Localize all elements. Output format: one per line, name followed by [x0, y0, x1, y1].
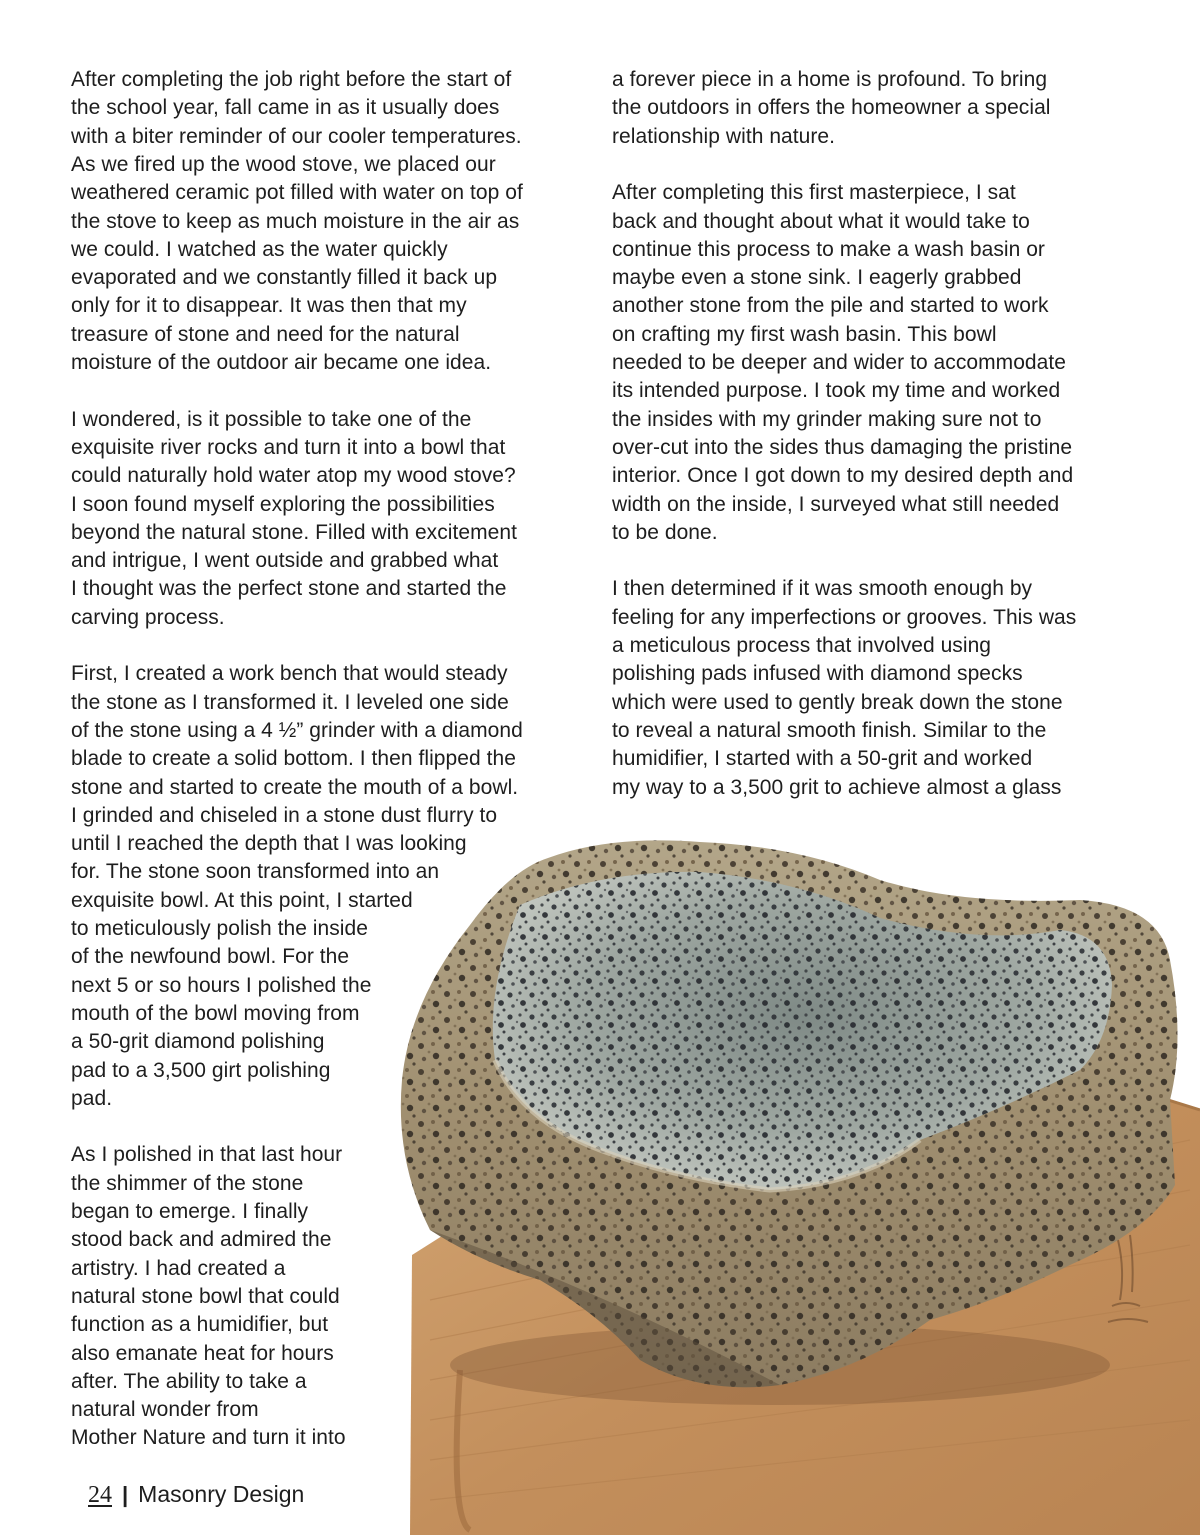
text-line: the stove to keep as much moisture in the air as	[71, 209, 520, 233]
text-line: the outdoors in offers the homeowner a special	[612, 96, 1051, 120]
text-line: evaporated and we constantly filled it back up	[71, 266, 498, 290]
text-line: stone and started to create the mouth of a bowl.	[71, 775, 519, 799]
text-line: blade to create a solid bottom. I then flipped the	[71, 747, 516, 771]
text-line: exquisite river rocks and turn it into a bowl that	[71, 435, 506, 459]
text-line: a 50-grit diamond polishing	[71, 1030, 325, 1054]
text-line: artistry. I had created a	[71, 1256, 286, 1280]
text-line: I soon found myself exploring the possibilities	[71, 492, 495, 516]
text-line: the shimmer of the stone	[71, 1171, 304, 1195]
text-line: humidifier, I started with a 50-grit and worked	[612, 747, 1033, 771]
text-line: polishing pads infused with diamond specks	[612, 662, 1023, 686]
text-line: moisture of the outdoor air became one idea.	[71, 351, 492, 374]
text-line: beyond the natural stone. Filled with excitement	[71, 520, 517, 544]
text-line: As I polished in that last hour	[71, 1143, 343, 1167]
text-line: to meticulously polish the inside	[71, 917, 368, 940]
text-line: began to emerge. I finally	[71, 1200, 309, 1223]
text-line: After completing the job right before the start of	[71, 68, 512, 91]
page-footer	[88, 1481, 304, 1515]
text-line: another stone from the pile and started to work	[612, 294, 1049, 318]
footer-separator: |	[122, 1482, 129, 1507]
text-line: and intrigue, I went outside and grabbed what	[71, 549, 499, 573]
text-line: I grinded and chiseled in a stone dust flurry to	[71, 803, 498, 827]
text-line: of the stone using a 4 ½” grinder with a diamond	[71, 718, 523, 742]
text-line: After completing this first masterpiece, I sat	[612, 181, 1016, 205]
text-line: to be done.	[612, 520, 718, 544]
text-line: natural stone bowl that could	[71, 1284, 340, 1308]
text-line: relationship with nature.	[612, 124, 836, 148]
text-line: for. The stone soon transformed into an	[71, 860, 440, 884]
text-line: width on the inside, I surveyed what still needed	[612, 492, 1060, 516]
text-line: its intended purpose. I took my time and worked	[612, 379, 1061, 403]
text-line: also emanate heat for hours	[71, 1341, 334, 1365]
text-line: maybe even a stone sink. I eagerly grabbed	[612, 266, 1022, 290]
text-line: interior. Once I got down to my desired depth and	[612, 464, 1074, 488]
text-line: with a biter reminder of our cooler temperatures.	[71, 124, 522, 148]
text-line: I then determined if it was smooth enough by	[612, 577, 1033, 601]
text-line: I wondered, is it possible to take one of the	[71, 407, 472, 431]
text-line: my way to a 3,500 grit to achieve almost a glass	[612, 775, 1062, 799]
text-line: carving process.	[71, 605, 225, 629]
text-line: on crafting my first wash basin. This bowl	[612, 322, 997, 346]
text-line: we could. I watched as the water quickly	[71, 237, 448, 261]
text-line: As we fired up the wood stove, we placed our	[71, 152, 496, 176]
text-line: pad to a 3,500 girt polishing	[71, 1058, 331, 1082]
text-line: next 5 or so hours I polished the	[71, 973, 372, 997]
text-line: after. The ability to take a	[71, 1369, 307, 1393]
text-line: needed to be deeper and wider to accommodate	[612, 351, 1067, 374]
text-line: which were used to gently break down the stone	[612, 690, 1063, 714]
text-line: First, I created a work bench that would steady	[71, 662, 508, 686]
text-line: Mother Nature and turn it into	[71, 1426, 346, 1450]
publication-name: Masonry Design	[138, 1481, 305, 1507]
text-line: continue this process to make a wash basin or	[612, 237, 1045, 261]
text-line: treasure of stone and need for the natural	[71, 322, 460, 346]
text-line: a forever piece in a home is profound. To bring	[612, 68, 1048, 91]
text-line: to reveal a natural smooth finish. Similar to the	[612, 718, 1047, 742]
text-line: stood back and admired the	[71, 1228, 332, 1252]
text-line: until I reached the depth that I was looking	[71, 832, 467, 856]
text-line: natural wonder from	[71, 1398, 259, 1422]
text-line: pad.	[71, 1086, 113, 1110]
text-line: back and thought about what it would take to	[612, 209, 1030, 233]
text-line: of the newfound bowl. For the	[71, 945, 350, 969]
text-line: I thought was the perfect stone and started the	[71, 577, 507, 601]
page-number: 24	[88, 1482, 112, 1508]
text-line: weathered ceramic pot filled with water on top of	[71, 181, 523, 205]
text-line: could naturally hold water atop my wood stove?	[71, 464, 516, 488]
text-line: a meticulous process that involved using	[612, 634, 992, 657]
text-line: feeling for any imperfections or grooves. This was	[612, 605, 1077, 629]
text-line: the stone as I transformed it. I leveled one side	[71, 690, 509, 714]
text-line: the insides with my grinder making sure not to	[612, 407, 1042, 431]
text-line: exquisite bowl. At this point, I started	[71, 888, 413, 912]
text-line: the school year, fall came in as it usually does	[71, 96, 500, 120]
text-line: only for it to disappear. It was then that my	[71, 294, 467, 318]
text-line: over-cut into the sides thus damaging the pristine	[612, 435, 1073, 459]
text-line: mouth of the bowl moving from	[71, 1001, 360, 1025]
text-line: function as a humidifier, but	[71, 1313, 329, 1337]
